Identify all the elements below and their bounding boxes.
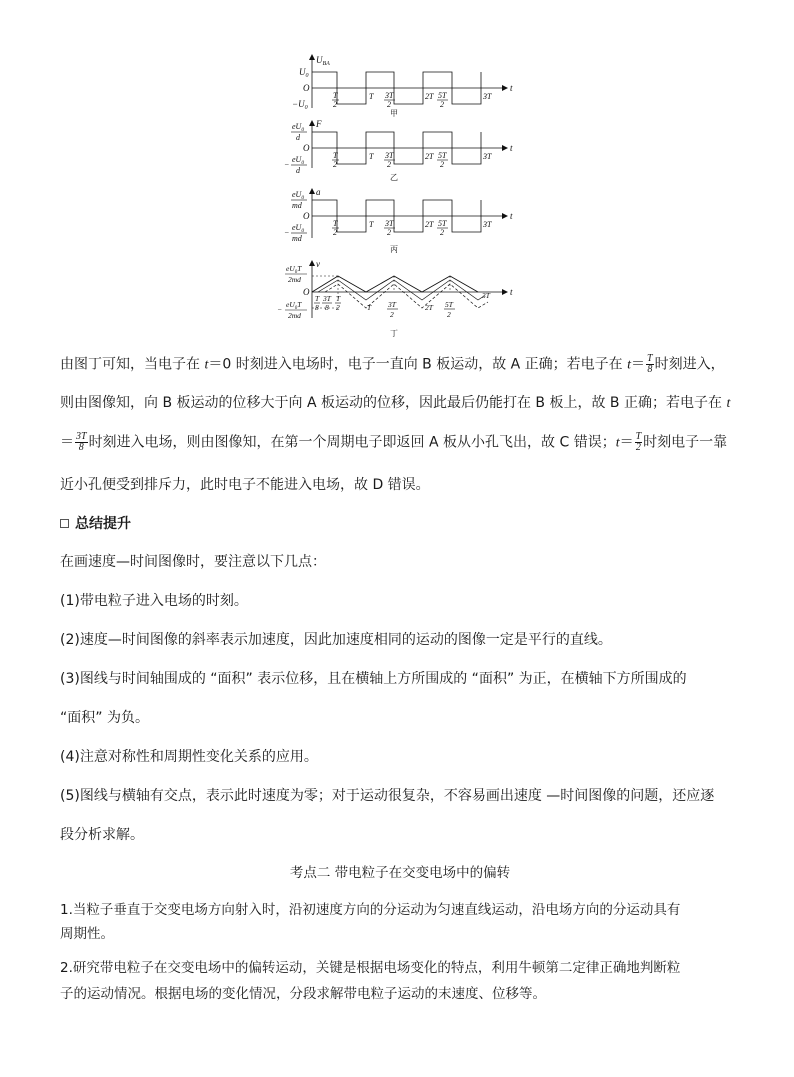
svg-text:5T: 5T: [438, 91, 447, 100]
caption-ding: 丁: [390, 329, 398, 338]
svg-text:5T: 5T: [445, 300, 453, 309]
svg-text:2: 2: [440, 228, 444, 237]
svg-text:3T: 3T: [385, 219, 394, 228]
svg-text:3T: 3T: [388, 300, 396, 309]
svg-text:3T: 3T: [483, 92, 492, 101]
svg-text:md: md: [292, 201, 302, 210]
y-axis-label: v: [316, 259, 320, 269]
svg-text:eU0: $eU_0$: [292, 223, 305, 234]
svg-text:T: T: [333, 91, 338, 100]
analysis-line-4: 近小孔便受到排斥力，此时电子不能进入电场，故 D 错误。: [60, 477, 430, 493]
svg-text:2T: 2T: [425, 303, 433, 312]
fraction-t-over-2: $\frac{T}{2}$: [635, 431, 642, 453]
caption-yi: 乙: [390, 173, 398, 182]
svg-text:T: T: [367, 303, 372, 312]
y-axis-label: F: [316, 119, 322, 129]
summary-item: (5)图线与横轴有交点，表示此时速度为零；对于运动很复杂，不容易画出速度 —时间图像的问题，还应逐: [60, 788, 715, 804]
svg-text:−: −: [277, 305, 283, 314]
svg-text:T: T: [315, 294, 320, 303]
bottom-level-label: [284, 223, 307, 243]
svg-text:t: t: [510, 211, 513, 221]
svg-text:eU0: $eU_0$: [292, 122, 305, 133]
svg-text:t: t: [510, 143, 513, 153]
svg-text:T: T: [369, 152, 374, 161]
svg-text:2: 2: [440, 160, 444, 169]
svg-text:2: 2: [440, 100, 444, 109]
summary-item: (4)注意对称性和周期性变化关系的应用。: [60, 749, 318, 765]
figure-bing: [270, 186, 520, 258]
svg-text:−: −: [284, 160, 290, 169]
summary-item: (3)图线与时间轴围成的 “面积” 表示位移，且在横轴上方所围成的 “面积” 为正，在横轴下方所围成的: [60, 671, 687, 687]
svg-text:d: d: [296, 166, 300, 175]
fraction-3t-over-8: $\frac{3T}{8}$: [76, 431, 87, 453]
summary-intro: 在画速度—时间图像时，要注意以下几点：: [60, 554, 326, 570]
svg-text:eU0: $eU_0$: [292, 155, 305, 166]
svg-text:eU0T: $eU_0T$: [286, 264, 302, 275]
svg-text:2: 2: [387, 228, 391, 237]
svg-text:2T: 2T: [425, 220, 434, 229]
svg-text:2: 2: [447, 310, 451, 319]
analysis-line-1: 由图丁可知，当电子在 t＝0 时刻进入电场时，电子一直向 B 板运动，故 A 正确；若电子在 t＝ $\frac{T}{8}$ 时刻进入，: [60, 353, 725, 375]
svg-text:2md: 2md: [288, 311, 301, 320]
svg-text:md: md: [292, 234, 302, 243]
svg-text:3T: 3T: [482, 291, 490, 300]
svg-text:T: T: [333, 151, 338, 160]
svg-text:2md: 2md: [288, 275, 301, 284]
svg-text:2: 2: [333, 228, 337, 237]
svg-text:2: 2: [333, 160, 337, 169]
svg-text:2T: 2T: [425, 152, 434, 161]
summary-item: “面积” 为负。: [60, 710, 149, 726]
svg-text:T: T: [369, 92, 374, 101]
heading-marker-icon: [60, 519, 69, 528]
velocity-curve-t0: [312, 276, 478, 292]
svg-text:2: 2: [336, 303, 340, 312]
svg-text:2: 2: [333, 100, 337, 109]
top-level-label: [285, 264, 307, 284]
svg-text:2: 2: [387, 100, 391, 109]
origin-label: O: [303, 211, 310, 221]
bottom-level-label: $-U_0$: [292, 99, 308, 111]
section-para-1b: 周期性。: [60, 926, 114, 942]
section-para-1a: 1.当粒子垂直于交变电场方向射入时，沿初速度方向的分运动为匀速直线运动，沿电场方向的分运动具有: [60, 902, 681, 918]
svg-text:2T: 2T: [425, 92, 434, 101]
svg-text:d: d: [296, 133, 300, 142]
svg-text:t: t: [510, 287, 513, 297]
svg-text:eU0: $eU_0$: [292, 190, 305, 201]
origin-label: O: [303, 143, 310, 153]
analysis-line-3: ＝ $\frac{3T}{8}$ 时刻进入电场，则由图像知，在第一个周期电子即返回 A 板从小孔飞出，故 C 错误；t＝ $\frac{T}{2}$ 时刻电子一靠: [60, 431, 728, 453]
svg-text:−: −: [284, 228, 290, 237]
figure-yi: [270, 118, 520, 186]
figure-group: [270, 52, 520, 342]
summary-item: (1)带电粒子进入电场的时刻。: [60, 593, 248, 609]
origin-label: O: [303, 83, 310, 93]
svg-text:T: T: [369, 220, 374, 229]
svg-text:8: 8: [325, 303, 329, 312]
tick-labels: [332, 219, 492, 237]
svg-text:T: T: [333, 219, 338, 228]
y-axis-label: a: [316, 187, 321, 197]
tick-labels: [332, 91, 492, 109]
bottom-level-label: [277, 300, 307, 320]
tick-labels: [332, 151, 492, 169]
summary-item: (2)速度—时间图像的斜率表示加速度，因此加速度相同的运动的图像一定是平行的直线。: [60, 632, 612, 648]
svg-text:2: 2: [387, 160, 391, 169]
top-level-label: $U_0$: [299, 67, 309, 79]
caption-bing: 丙: [390, 245, 398, 254]
figure-ding: [270, 258, 520, 342]
t-label: t: [510, 83, 513, 93]
velocity-curve-3t8: [325, 284, 488, 308]
origin-label: O: [303, 287, 310, 297]
svg-text:5T: 5T: [438, 219, 447, 228]
svg-text:5T: 5T: [438, 151, 447, 160]
summary-heading: 总结提升: [60, 514, 740, 534]
tick-labels: [314, 291, 491, 319]
svg-text:3T: 3T: [483, 152, 492, 161]
section-para-2b: 子的运动情况。根据电场的变化情况，分段求解带电粒子运动的末速度、位移等。: [60, 986, 546, 1002]
velocity-curve-t8: [318, 280, 484, 300]
svg-text:2: 2: [390, 310, 394, 319]
svg-text:3T: 3T: [323, 294, 331, 303]
bottom-level-label: [284, 155, 307, 175]
top-level-label: [291, 122, 307, 142]
svg-text:eU0T: $eU_0T$: [286, 300, 302, 311]
section-para-2a: 2.研究带电粒子在交变电场中的偏转运动，关键是根据电场变化的特点，利用牛顿第二定律正确地判断粒: [60, 960, 681, 976]
svg-text:8: 8: [315, 303, 319, 312]
caption-jia: 甲: [390, 109, 398, 118]
svg-text:3T: 3T: [385, 91, 394, 100]
y-axis-label: $U_{BA}$: [316, 55, 330, 67]
fraction-t-over-8: $\frac{T}{8}$: [647, 353, 653, 375]
figure-jia: [270, 52, 520, 118]
svg-text:T: T: [336, 294, 341, 303]
top-level-label: [291, 190, 307, 210]
svg-text:3T: 3T: [483, 220, 492, 229]
analysis-line-2: 则由图像知，向 B 板运动的位移大于向 A 板运动的位移，因此最后仍能打在 B 板上，故 B 正确；若电子在 t: [60, 395, 731, 411]
section-title: 考点二 带电粒子在交变电场中的偏转: [289, 865, 511, 881]
summary-item: 段分析求解。: [60, 827, 144, 843]
svg-text:3T: 3T: [385, 151, 394, 160]
